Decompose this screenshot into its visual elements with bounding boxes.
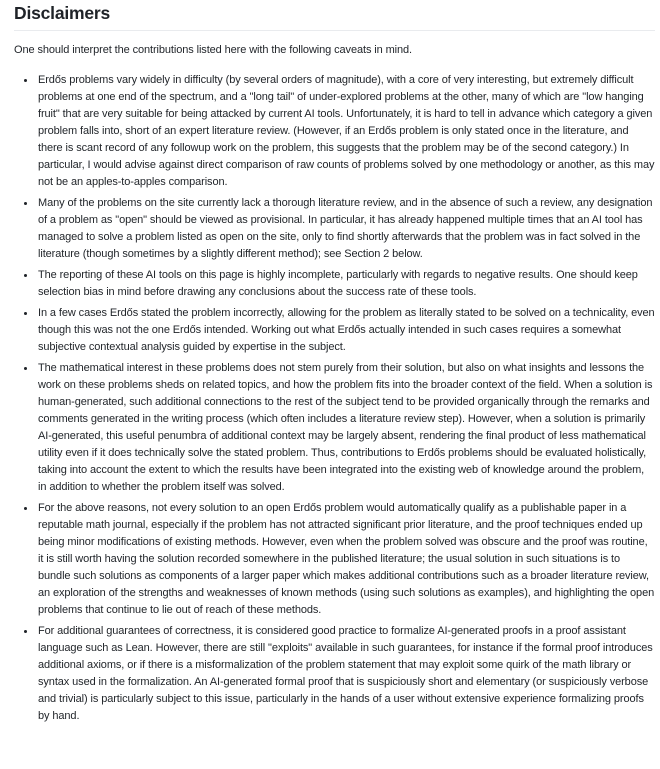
disclaimer-item: • The mathematical interest in these problems does not stem purely from their solution, but also on what insights and lessons the work on these problems sheds on related topics, and how the problem fits into the broader context of the field. When a solution is human-generated, such additional connections to the rest of the subject tend to be provided organically through the remarks and comments generated in the writing process (which often includes a literature review step). However, when a solution is primarily AI-generated, this useful penumbra of additional context may be largely absent, rendering the final product of less mathematical utility even if it does technically solve the stated problem. Thus, contributions to Erdős problems should be evaluated holistically, taking into account the extent to which the results have been integrated into the existing web of knowledge around the problem, in addition to whether the problem itself was solved. [36,360,655,496]
disclaimer-item: • Erdős problems vary widely in difficulty (by several orders of magnitude), with a core of very interesting, but extremely difficult problems at one end of the spectrum, and a "long tail" of under-explored problems at the other, many of which are "low hanging fruit" that are very suitable for being attacked by current AI tools. Unfortunately, it is hard to tell in advance which category a given problem falls into, short of an expert literature review. (However, if an Erdős problem is only stated once in the literature, and there is scant record of any followup work on the problem, this suggests that the problem may be of the second category.) In particular, I would advise against direct comparison of raw counts of problems solved by one methodology or another, as this may not be an apples-to-apples comparison. [36,72,655,191]
page-title: Disclaimers [14,3,655,31]
intro-paragraph: One should interpret the contributions listed here with the following caveats in mind. [14,44,413,57]
disclaimer-list [14,72,655,725]
disclaimer-item: • For the above reasons, not every solution to an open Erdős problem would automatically qualify as a publishable paper in a reputable math journal, especially if the problem has not attracted significant prior literature, and the proof techniques ended up being minor modifications of existing methods. However, even when the problem solved was obscure and the proof was routine, it is still worth having the solution recorded somewhere in the published literature; the usual solution in such situations is to bundle such solutions as components of a larger paper which makes additional contributions such as a broader literature review, an exploration of the strengths and weaknesses of known methods (using such solutions as examples), and highlighting the open problems that continue to lie out of reach of these methods. [36,500,655,619]
disclaimer-item: • Many of the problems on the site currently lack a thorough literature review, and in the absence of such a review, any designation of a problem as "open" should be viewed as provisional. In particular, it has already happened multiple times that an AI tool has managed to solve a problem listed as open on the site, only to find shortly afterwards that the problem was in fact solved in the literature (though sometimes by a slightly different method); see Section 2 below. [36,195,655,263]
disclaimer-item: • In a few cases Erdős stated the problem incorrectly, allowing for the problem as literally stated to be solved on a technicality, even though this was not the one Erdős intended. Working out what Erdős actually intended in such cases requires a somewhat subjective contextual analysis guided by expertise in the subject. [36,305,655,356]
disclaimer-item: • The reporting of these AI tools on this page is highly incomplete, particularly with regards to negative results. One should keep selection bias in mind before drawing any conclusions about the success rate of these tools. [36,267,655,301]
disclaimer-item: • For additional guarantees of correctness, it is considered good practice to formalize AI-generated proofs in a proof assistant language such as Lean. However, there are still "exploits" available in such guarantees, for instance if the formal proof introduces additional axioms, or if there is a misformalization of the problem statement that may exploit some quirk of the math library or syntax used in the formalization. An AI-generated formal proof that is suspiciously short and elementary (or suspiciously verbose and trivial) is particularly subject to this issue, particularly in the hands of a user without extensive experience formalizing proofs by hand. [36,623,655,725]
